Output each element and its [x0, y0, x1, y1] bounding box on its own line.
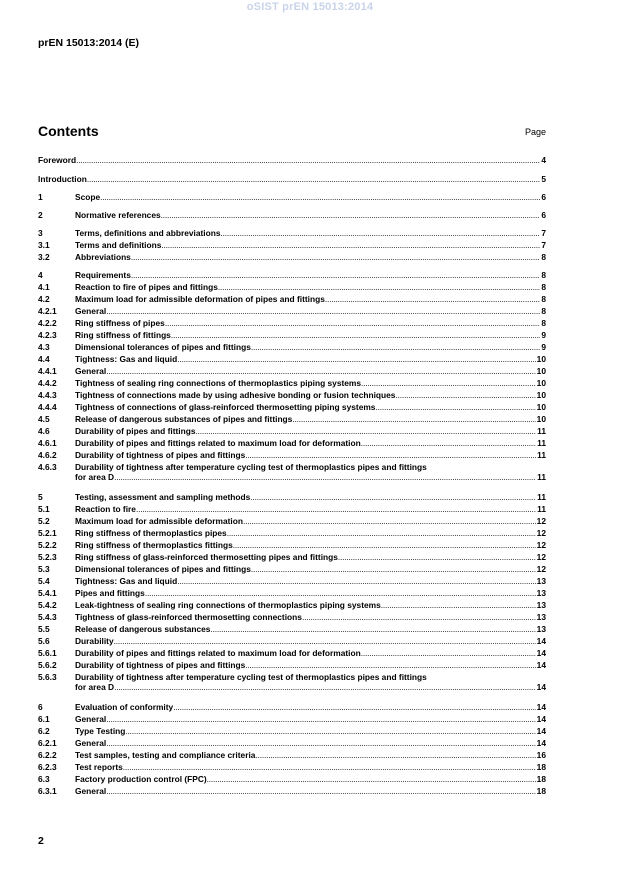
- toc-entry-page: 14: [536, 738, 546, 748]
- toc-entry[interactable]: [38, 715, 546, 725]
- toc-entry[interactable]: [38, 295, 546, 305]
- toc-entry[interactable]: [38, 175, 546, 185]
- toc-entry-number: 3: [38, 228, 43, 238]
- toc-entry-number: 5.2.2: [38, 540, 57, 550]
- toc-entry-page: 9: [541, 330, 546, 340]
- toc-entry-number: 5.4.2: [38, 600, 57, 610]
- toc-entry-title: Pipes and fittings: [75, 588, 145, 598]
- toc-leader-dots: [227, 529, 536, 539]
- toc-entry-page: 13: [536, 600, 546, 610]
- toc-entry-page: 12: [536, 552, 546, 562]
- toc-entry-title: Durability of tightness of pipes and fittings: [75, 660, 246, 670]
- toc-leader-dots: [177, 577, 535, 587]
- toc-entry[interactable]: [38, 661, 546, 671]
- toc-entry-title: Scope: [75, 192, 101, 202]
- toc-entry-title: General: [75, 738, 107, 748]
- toc-entry-title: Ring stiffness of fittings: [75, 330, 171, 340]
- toc-leader-dots: [100, 193, 540, 203]
- toc-entry-page: 8: [541, 252, 546, 262]
- toc-entry-number: 5.6.3: [38, 672, 57, 682]
- toc-entry-number: 5.3: [38, 564, 50, 574]
- toc-leader-dots: [221, 229, 541, 239]
- toc-entry-number: 4.4.4: [38, 402, 57, 412]
- toc-entry-number: 4: [38, 270, 43, 280]
- watermark: oSIST prEN 15013:2014: [246, 1, 374, 13]
- toc-leader-dots: [302, 613, 536, 623]
- toc-entry-number: 6: [38, 702, 43, 712]
- toc-leader-dots: [250, 493, 536, 503]
- toc-entry-title: Durability of pipes and fittings related to maximum load for deformation: [75, 438, 361, 448]
- toc-entry[interactable]: [38, 637, 546, 647]
- toc-entry-number: 4.5: [38, 414, 50, 424]
- toc-entry-number: 4.2.1: [38, 306, 57, 316]
- toc-entry-page: 11: [537, 438, 546, 448]
- toc-entry-page: 6: [541, 192, 546, 202]
- toc-leader-dots: [245, 661, 535, 671]
- toc-entry-number: 6.1: [38, 714, 50, 724]
- toc-entry-title: Terms, definitions and abbreviations: [75, 228, 221, 238]
- toc-entry-page: 18: [536, 786, 546, 796]
- toc-entry-title: Release of dangerous substances of pipes and fittings: [75, 414, 293, 424]
- toc-entry-title: Leak-tightness of sealing ring connections of thermoplastics piping systems: [75, 600, 381, 610]
- toc-entry[interactable]: [38, 613, 546, 623]
- toc-entry-number: 3.2: [38, 252, 50, 262]
- toc-entry-number: 1: [38, 192, 43, 202]
- toc-entry[interactable]: [38, 427, 546, 437]
- document-id: prEN 15013:2014 (E): [38, 37, 139, 49]
- toc-leader-dots: [161, 211, 541, 221]
- toc-entry-number: 4.4.1: [38, 366, 57, 376]
- toc-entry-title: Maximum load for admissible deformation of pipes and fittings: [75, 294, 325, 304]
- toc-entry-page: 7: [541, 228, 546, 238]
- toc-entry-title: Ring stiffness of thermoplastics pipes: [75, 528, 227, 538]
- toc-entry[interactable]: [38, 787, 546, 797]
- toc-entry[interactable]: [38, 529, 546, 539]
- toc-entry-number: 6.3.1: [38, 786, 57, 796]
- toc-leader-dots: [361, 379, 536, 389]
- toc-leader-dots: [106, 739, 535, 749]
- toc-entry-page: 10: [536, 354, 546, 364]
- toc-entry-title: General: [75, 786, 107, 796]
- toc-entry-number: 3.1: [38, 240, 50, 250]
- toc-leader-dots: [131, 253, 540, 263]
- toc-entry-title: Tightness of connections made by using adhesive bonding or fusion techniques: [75, 390, 396, 400]
- toc-entry-title: General: [75, 366, 107, 376]
- toc-entry-title: Durability: [75, 636, 114, 646]
- toc-leader-dots: [131, 271, 540, 281]
- toc-leader-dots: [171, 331, 540, 341]
- toc-entry-title: Tightness of glass-reinforced thermosetting connections: [75, 612, 302, 622]
- toc-entry-title: Ring stiffness of glass-reinforced thermosetting pipes and fittings: [75, 552, 338, 562]
- toc-entry-title: Tightness of sealing ring connections of thermoplastics piping systems: [75, 378, 362, 388]
- toc-entry-number: 5.6.1: [38, 648, 57, 658]
- toc-entry-page: 16: [536, 750, 546, 760]
- toc-entry[interactable]: [38, 193, 546, 203]
- toc-entry[interactable]: [38, 439, 546, 449]
- page-column-label: Page: [524, 127, 546, 137]
- contents-heading: Contents: [38, 123, 99, 139]
- toc-entry-number: 5.6.2: [38, 660, 57, 670]
- toc-leader-dots: [87, 175, 540, 185]
- toc-entry-number: 5.4.1: [38, 588, 57, 598]
- toc-entry-page: 10: [536, 414, 546, 424]
- toc-entry[interactable]: [38, 649, 546, 659]
- toc-entry-number: 4.2.3: [38, 330, 57, 340]
- toc-entry[interactable]: [38, 673, 546, 692]
- toc-entry-number: 2: [38, 210, 43, 220]
- toc-entry-page: 14: [536, 648, 546, 658]
- toc-entry-number: 5.4: [38, 576, 50, 586]
- toc-leader-dots: [375, 403, 535, 413]
- toc-entry-page: 10: [536, 378, 546, 388]
- toc-entry-page: 14: [536, 726, 546, 736]
- toc-entry-number: 4.6.3: [38, 462, 57, 472]
- toc-entry-page: 14: [536, 636, 546, 646]
- toc-entry[interactable]: [38, 331, 546, 341]
- toc-entry-page: 13: [536, 576, 546, 586]
- toc-entry[interactable]: [38, 415, 546, 425]
- toc-leader-dots: [210, 625, 535, 635]
- toc-entry[interactable]: [38, 241, 546, 251]
- toc-entry-title: Ring stiffness of pipes: [75, 318, 165, 328]
- toc-entry-title: Reaction to fire of pipes and fittings: [75, 282, 218, 292]
- toc-entry-title: Factory production control (FPC): [75, 774, 207, 784]
- toc-entry-number: 4.4.2: [38, 378, 57, 388]
- toc-leader-dots: [161, 241, 540, 251]
- toc-entry-number: 6.2.2: [38, 750, 57, 760]
- toc-entry-title: Ring stiffness of thermoplastics fittings: [75, 540, 233, 550]
- toc-leader-dots: [114, 683, 536, 693]
- toc-entry-title: Tightness of connections of glass-reinforced thermosetting piping systems: [75, 402, 376, 412]
- toc-entry[interactable]: [38, 625, 546, 635]
- toc-entry[interactable]: [38, 541, 546, 551]
- toc-leader-dots: [251, 343, 540, 353]
- toc-entry-number: 4.6.2: [38, 450, 57, 460]
- toc-leader-dots: [114, 637, 536, 647]
- toc-entry-title: Normative references: [75, 210, 161, 220]
- toc-entry-page: 10: [536, 402, 546, 412]
- toc-entry-title: Requirements: [75, 270, 131, 280]
- toc-entry-page: 8: [541, 282, 546, 292]
- toc-entry[interactable]: [38, 775, 546, 785]
- toc-entry-title: Maximum load for admissible deformation: [75, 516, 243, 526]
- toc-entry-number: 5.2.1: [38, 528, 57, 538]
- toc-leader-dots: [251, 565, 536, 575]
- toc-entry-page: 6: [541, 210, 546, 220]
- toc-entry-page: 12: [536, 516, 546, 526]
- toc-entry-title-continued: for area D: [75, 681, 115, 692]
- toc-leader-dots: [292, 415, 535, 425]
- toc-entry[interactable]: [38, 577, 546, 587]
- toc-entry-number: 6.2.1: [38, 738, 57, 748]
- toc-entry-title: Reaction to fire: [75, 504, 136, 514]
- toc-entry[interactable]: [38, 727, 546, 737]
- toc-entry-title: Foreword: [38, 155, 77, 165]
- toc-entry-page: 12: [536, 564, 546, 574]
- toc-leader-dots: [123, 763, 536, 773]
- toc-leader-dots: [173, 703, 535, 713]
- toc-entry-page: 14: [536, 702, 546, 712]
- toc-entry-page: 11: [537, 426, 546, 436]
- toc-entry[interactable]: [38, 763, 546, 773]
- toc-entry-title: Terms and definitions: [75, 240, 162, 250]
- toc-entry-page: 8: [541, 318, 546, 328]
- toc-leader-dots: [245, 451, 536, 461]
- toc-entry-number: 4.2: [38, 294, 50, 304]
- toc-leader-dots: [114, 473, 536, 483]
- toc-entry-page: 10: [536, 390, 546, 400]
- toc-entry-number: 4.4: [38, 354, 50, 364]
- toc-entry-page: 9: [541, 342, 546, 352]
- toc-entry-number: 5.2: [38, 516, 50, 526]
- toc-leader-dots: [255, 751, 535, 761]
- toc-entry[interactable]: [38, 355, 546, 365]
- toc-entry-page: 18: [536, 762, 546, 772]
- toc-entry-page: 7: [541, 240, 546, 250]
- toc-entry-number: 4.2.2: [38, 318, 57, 328]
- page-number: 2: [38, 835, 44, 847]
- toc-leader-dots: [338, 553, 536, 563]
- toc-leader-dots: [177, 355, 535, 365]
- toc-entry-page: 18: [536, 774, 546, 784]
- toc-entry-number: 4.4.3: [38, 390, 57, 400]
- toc-entry-number: 5.2.3: [38, 552, 57, 562]
- toc-leader-dots: [106, 787, 535, 797]
- toc-leader-dots: [106, 307, 540, 317]
- toc-leader-dots: [395, 391, 535, 401]
- toc-entry-number: 4.6.1: [38, 438, 57, 448]
- toc-entry[interactable]: [38, 451, 546, 461]
- toc-entry-number: 5.4.3: [38, 612, 57, 622]
- toc-entry-page: 4: [541, 155, 546, 165]
- toc-entry[interactable]: [38, 211, 546, 221]
- toc-entry-title: Tightness: Gas and liquid: [75, 576, 178, 586]
- toc-entry[interactable]: [38, 493, 546, 503]
- toc-entry[interactable]: [38, 403, 546, 413]
- toc-entry-title: General: [75, 306, 107, 316]
- toc-entry-title: Abbreviations: [75, 252, 131, 262]
- toc-entry[interactable]: [38, 739, 546, 749]
- toc-entry-title: Test samples, testing and compliance criteria: [75, 750, 256, 760]
- toc-leader-dots: [125, 727, 535, 737]
- toc-entry-page: 11: [537, 492, 546, 502]
- toc-leader-dots: [76, 156, 540, 166]
- toc-entry-page: 8: [541, 270, 546, 280]
- toc-entry-page: 13: [536, 624, 546, 634]
- toc-entry-title: Tightness: Gas and liquid: [75, 354, 178, 364]
- toc-entry-number: 6.3: [38, 774, 50, 784]
- toc-entry[interactable]: [38, 156, 546, 166]
- toc-entry-title: General: [75, 714, 107, 724]
- toc-entry[interactable]: [38, 517, 546, 527]
- toc-entry-number: 5.1: [38, 504, 50, 514]
- toc-entry-title: Durability of tightness after temperature cycling test of thermoplastics pipes and fittings: [75, 672, 427, 682]
- toc-entry[interactable]: [38, 229, 546, 239]
- toc-entry[interactable]: [38, 391, 546, 401]
- toc-entry[interactable]: [38, 553, 546, 563]
- toc-entry[interactable]: [38, 565, 546, 575]
- toc-leader-dots: [218, 283, 540, 293]
- toc-entry-title: Durability of tightness after temperature cycling test of thermoplastics pipes and fittings: [75, 462, 427, 472]
- toc-entry-number: 4.6: [38, 426, 50, 436]
- toc-entry-page: 14: [536, 660, 546, 670]
- toc-entry[interactable]: [38, 319, 546, 329]
- toc-entry-title: Dimensional tolerances of pipes and fittings: [75, 564, 251, 574]
- toc-entry[interactable]: [38, 751, 546, 761]
- toc-entry-page: 11: [537, 504, 546, 514]
- toc-leader-dots: [233, 541, 536, 551]
- toc-entry[interactable]: [38, 463, 546, 482]
- toc-entry-page: 12: [536, 528, 546, 538]
- toc-entry-title: Durability of tightness of pipes and fittings: [75, 450, 246, 460]
- toc-leader-dots: [196, 427, 537, 437]
- toc-leader-dots: [106, 715, 535, 725]
- toc-leader-dots: [325, 295, 540, 305]
- toc-entry[interactable]: [38, 589, 546, 599]
- toc-entry-title: Durability of pipes and fittings: [75, 426, 196, 436]
- toc-entry-number: 6.2.3: [38, 762, 57, 772]
- toc-entry[interactable]: [38, 307, 546, 317]
- toc-entry[interactable]: [38, 379, 546, 389]
- toc-leader-dots: [381, 601, 536, 611]
- toc-entry-title: Dimensional tolerances of pipes and fittings: [75, 342, 251, 352]
- toc-entry[interactable]: [38, 703, 546, 713]
- toc-entry-title: Evaluation of conformity: [75, 702, 174, 712]
- toc-leader-dots: [361, 439, 536, 449]
- toc-entry-title: Release of dangerous substances: [75, 624, 211, 634]
- toc-entry-page: 8: [541, 306, 546, 316]
- toc-leader-dots: [361, 649, 536, 659]
- toc-entry-page: 11: [537, 450, 546, 460]
- toc-entry-title: Test reports: [75, 762, 123, 772]
- toc-entry[interactable]: [38, 367, 546, 377]
- toc-entry-title: Introduction: [38, 174, 87, 184]
- toc-leader-dots: [145, 589, 536, 599]
- toc-entry-number: 6.2: [38, 726, 50, 736]
- toc-entry-number: 5.5: [38, 624, 50, 634]
- toc-entry-page: 10: [536, 366, 546, 376]
- toc-entry[interactable]: [38, 253, 546, 263]
- toc-entry[interactable]: [38, 283, 546, 293]
- toc-leader-dots: [106, 367, 535, 377]
- toc-leader-dots: [207, 775, 536, 785]
- toc-entry-title-continued: for area D: [75, 471, 115, 482]
- toc-entry-page: 14: [536, 681, 546, 692]
- toc-entry-page: 5: [541, 174, 546, 184]
- toc-leader-dots: [136, 505, 536, 515]
- toc-entry-page: 11: [537, 471, 546, 482]
- toc-entry[interactable]: [38, 601, 546, 611]
- toc-leader-dots: [243, 517, 536, 527]
- toc-entry[interactable]: [38, 343, 546, 353]
- toc-entry[interactable]: [38, 271, 546, 281]
- toc-entry-number: 4.1: [38, 282, 50, 292]
- toc-entry-number: 5.6: [38, 636, 50, 646]
- toc-entry-number: 5: [38, 492, 43, 502]
- toc-entry-page: 8: [541, 294, 546, 304]
- toc-entry-title: Testing, assessment and sampling methods: [75, 492, 251, 502]
- toc-leader-dots: [165, 319, 541, 329]
- toc-entry-title: Durability of pipes and fittings related to maximum load for deformation: [75, 648, 361, 658]
- toc-entry-title: Type Testing: [75, 726, 126, 736]
- toc-entry[interactable]: [38, 505, 546, 515]
- toc-entry-page: 12: [536, 540, 546, 550]
- toc-entry-page: 13: [536, 588, 546, 598]
- toc-entry-page: 14: [536, 714, 546, 724]
- toc-entry-number: 4.3: [38, 342, 50, 352]
- toc-entry-page: 13: [536, 612, 546, 622]
